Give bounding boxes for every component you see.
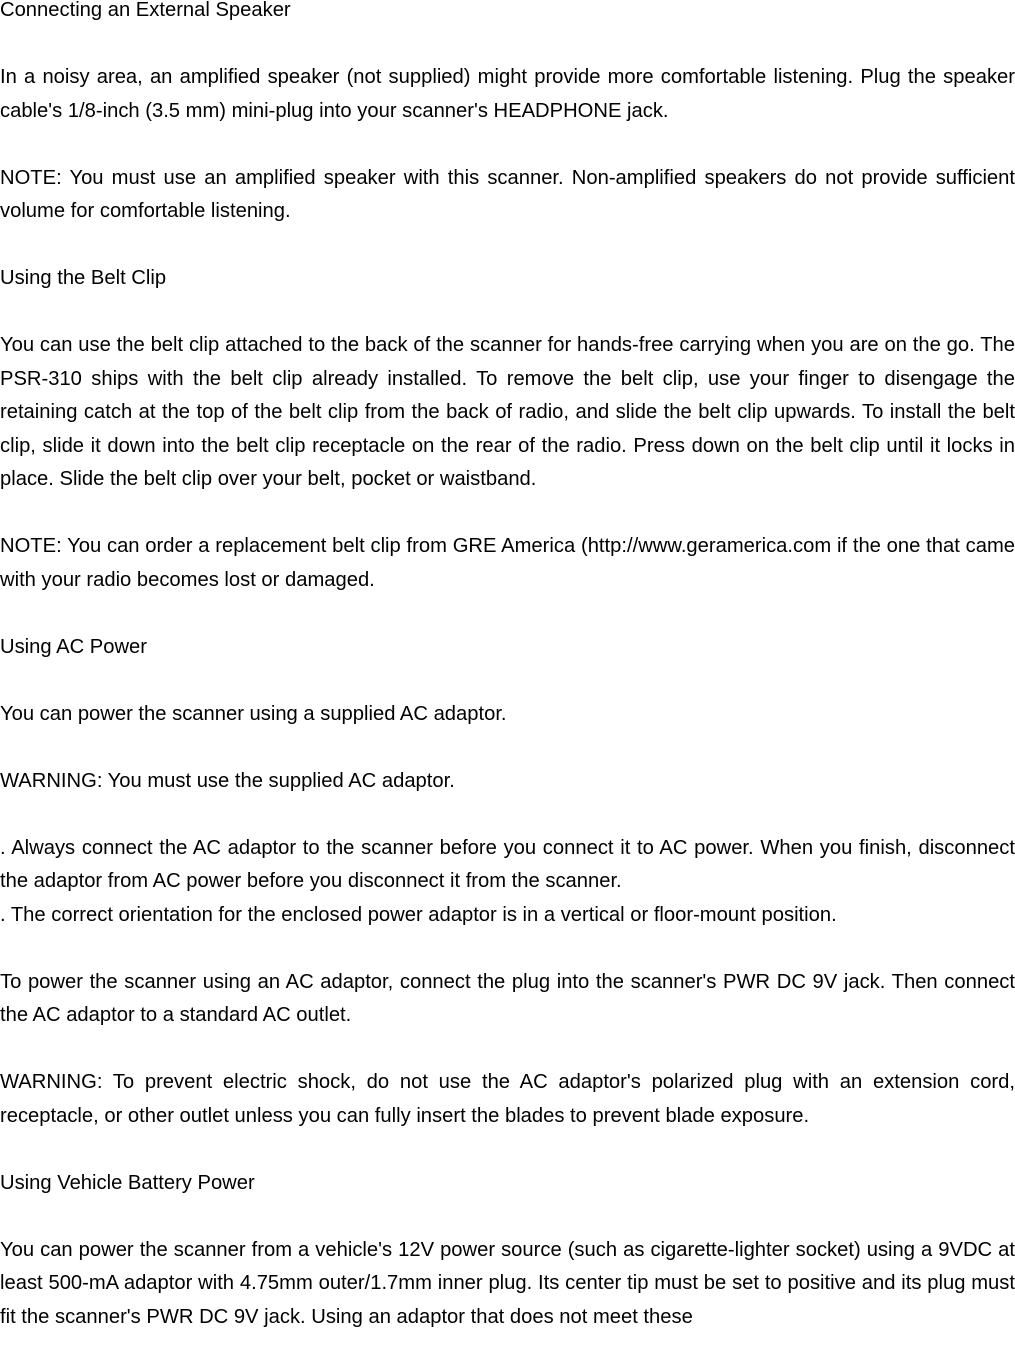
heading-external-speaker: Connecting an External Speaker	[0, 0, 291, 21]
paragraph-external-speaker: In a noisy area, an amplified speaker (not supplied) might provide more comfortable listening. Plug the speaker cable's 1/8-inch (3.5 mm) mini-plug into your scanner's HEADPHONE jack.	[0, 66, 1015, 122]
heading-belt-clip: Using the Belt Clip	[0, 267, 167, 289]
paragraph-vehicle-battery: You can power the scanner from a vehicle's 12V power source (such as cigarette-lighter socket) using a 9VDC at least 500-mA adaptor with 4.75mm outer/1.7mm inner plug. Its center tip must be set to positive and its plug must fit the scanner's PWR DC 9V jack. Using an adaptor that does not meet these	[0, 1238, 1015, 1328]
paragraph-ac-power-instructions: To power the scanner using an AC adaptor, connect the plug into the scanner's PWR DC 9V jack. Then connect the AC adaptor to a standard AC outlet.	[0, 970, 1015, 1026]
heading-ac-power: Using AC Power	[0, 635, 147, 658]
warning-electric-shock: WARNING: To prevent electric shock, do not use the AC adaptor's polarized plug with an extension cord, receptacle, or other outlet unless you can fully insert the blades to prevent blade exposure.	[0, 1071, 1015, 1127]
paragraph-belt-clip: You can use the belt clip attached to the back of the scanner for hands-free carrying when you are on the go. The PSR-310 ships with the belt clip already installed. To remove the belt clip, use your finger to disengage the retaining catch at the top of the belt clip from the back of radio, and slide the belt clip upwards. To install the belt clip, slide it down into the belt clip receptacle on the rear of the radio. Press down on the belt clip until it locks in place. Slide the belt clip over your belt, pocket or waistband.	[0, 334, 1015, 490]
list-item-connect-order: . Always connect the AC adaptor to the scanner before you connect it to AC power. When you finish, disconnect the adaptor from AC power before you disconnect it from the scanner.	[0, 836, 1015, 892]
warning-supplied-adaptor: WARNING: You must use the supplied AC adaptor.	[0, 769, 455, 792]
heading-vehicle-battery: Using Vehicle Battery Power	[0, 1171, 255, 1194]
paragraph-ac-power-intro: You can power the scanner using a supplied AC adaptor.	[0, 702, 507, 725]
note-amplified-speaker: NOTE: You must use an amplified speaker with this scanner. Non-amplified speakers do not provide sufficient volume for comfortable listening.	[0, 166, 1015, 222]
list-item-orientation: . The correct orientation for the enclosed power adaptor is in a vertical or floor-mount position.	[0, 903, 837, 926]
note-belt-clip-replacement: NOTE: You can order a replacement belt clip from GRE America (http://www.geramerica.com if the one that came with your radio becomes lost or damaged.	[0, 535, 1015, 591]
